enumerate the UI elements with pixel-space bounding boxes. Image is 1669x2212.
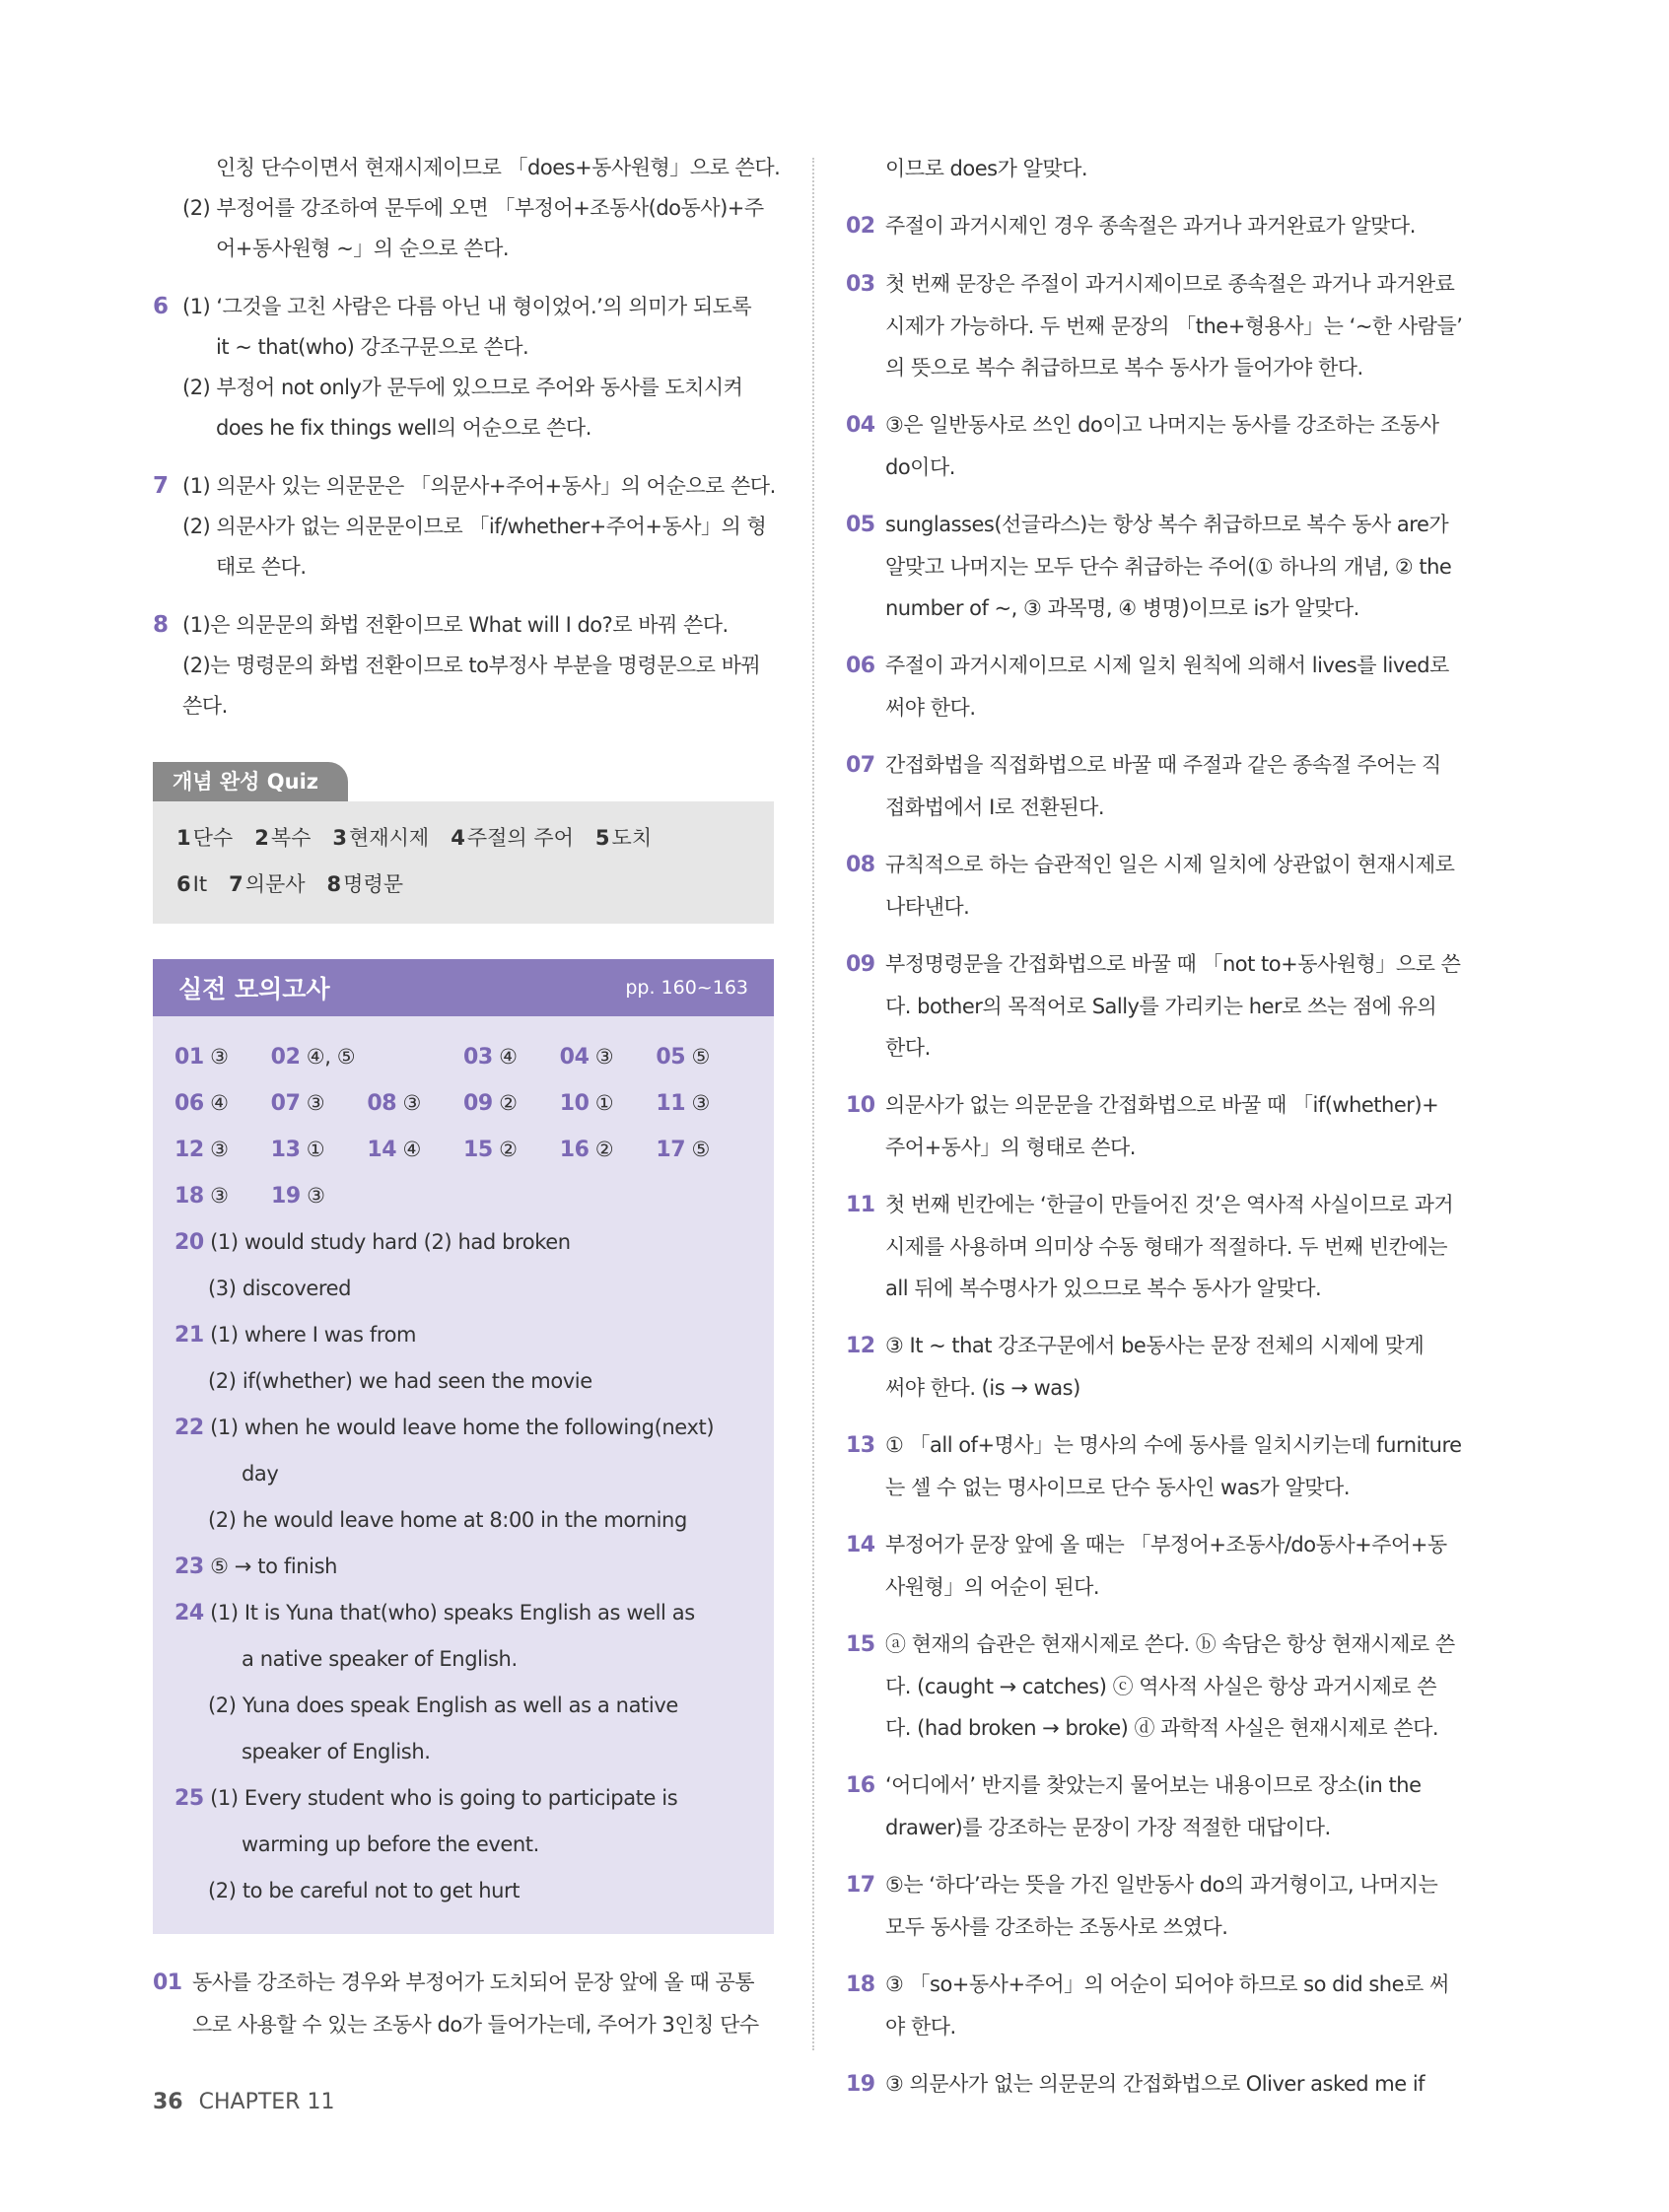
answer-number: 18 — [174, 1184, 204, 1209]
page-number: 36 — [153, 2090, 183, 2114]
explanation-line: 이므로 does가 알맞다. — [885, 157, 1088, 180]
explanation-number: 08 — [846, 853, 875, 877]
answer-cell — [560, 1127, 657, 1173]
explanation-block — [846, 404, 1477, 488]
quiz-row — [176, 815, 750, 862]
answer-choice: ③ — [306, 1091, 325, 1115]
explanation-text: 의문사가 없는 의문문을 간접화법으로 바꿀 때 「if(whether)+ — [885, 1093, 1439, 1117]
answer-cell — [271, 1034, 463, 1080]
quiz-box — [153, 801, 774, 924]
explanation-block — [846, 844, 1477, 928]
answer-cell — [463, 1127, 560, 1173]
explanation-01 — [153, 1962, 774, 2045]
answer-row — [174, 1173, 752, 1219]
explanation-line: 시제를 사용하며 의미상 수동 형태가 적절하다. 두 번째 빈칸에는 — [885, 1235, 1448, 1259]
explanation-block — [846, 1964, 1477, 2047]
explanation-text: (1) ‘그것을 고친 사람은 다름 아닌 내 형이었어.’의 의미가 되도록 — [182, 295, 752, 318]
explanation-text: ③ 「so+동사+주어」의 어순이 되어야 하므로 so did she로 써 — [885, 1972, 1449, 1996]
quiz-item-text: 명령문 — [343, 872, 404, 896]
explanation-block — [846, 1424, 1477, 1508]
explanation-line — [846, 504, 1477, 546]
explanation-text: 동사를 강조하는 경우와 부정어가 도치되어 문장 앞에 올 때 공통 — [192, 1970, 755, 1994]
answer-cell — [656, 1127, 752, 1173]
explanation-block — [846, 744, 1477, 828]
answer-choice: ② — [594, 1138, 614, 1161]
mock-exam-title: 실전 모의고사 — [178, 975, 330, 1003]
quiz-item — [595, 826, 652, 850]
quiz-item — [229, 872, 305, 896]
explanation-block — [846, 1524, 1477, 1608]
explanation-line: 사원형」의 어순이 된다. — [885, 1575, 1100, 1599]
explanation-line: all 뒤에 복수명사가 있으므로 복수 동사가 알맞다. — [885, 1277, 1322, 1300]
answer-row — [174, 1080, 752, 1127]
answer-number: 19 — [271, 1184, 301, 1209]
quiz-item-text: 복수 — [270, 826, 312, 850]
answer-cell — [271, 1127, 368, 1173]
explanation-line — [846, 404, 1477, 447]
short-answer-line — [174, 1544, 752, 1590]
short-answer-line: (2) if(whether) we had seen the movie — [208, 1369, 592, 1393]
explanation-text: 주절이 과거시제인 경우 종속절은 과거나 과거완료가 알맞다. — [885, 214, 1416, 238]
explanation-line: 다. bother의 목적어로 Sally를 가리키는 her로 쓰는 점에 유의 — [885, 995, 1437, 1018]
short-answer-line: a native speaker of English. — [242, 1647, 518, 1671]
explanation-line — [153, 605, 774, 646]
explanation-text: ⓐ 현재의 습관은 현재시제로 쓴다. ⓑ 속담은 항상 현재시제로 쓴 — [885, 1632, 1455, 1656]
explanation-line — [846, 1184, 1477, 1226]
column-divider — [812, 158, 814, 2050]
answer-cell — [367, 1080, 463, 1127]
answer-text: (1) It is Yuna that(who) speaks English as well as — [210, 1601, 695, 1624]
answer-number: 14 — [367, 1138, 397, 1162]
mock-exam-body — [153, 1016, 774, 1934]
explanation-line: drawer)를 강조하는 문장이 가장 적절한 대답이다. — [885, 1816, 1331, 1839]
explanation-text: sunglasses(선글라스)는 항상 복수 취급하므로 복수 동사 are가 — [885, 513, 1449, 536]
answer-text: (1) where I was from — [210, 1323, 417, 1347]
explanation-line: 한다. — [885, 1036, 931, 1060]
explanation-block — [846, 205, 1477, 247]
explanation-line: 알맞고 나머지는 모두 단수 취급하는 주어(① 하나의 개념, ② the — [885, 555, 1452, 579]
explanation-text: ③은 일반동사로 쓰인 do이고 나머지는 동사를 강조하는 조동사 — [885, 413, 1439, 437]
explanation-line — [153, 466, 774, 507]
explanation-line — [846, 943, 1477, 986]
explanation-block — [846, 1184, 1477, 1309]
explanation-line: (2) 부정어 not only가 문두에 있으므로 주어와 동사를 도치시켜 — [182, 376, 743, 399]
answer-choice: ② — [499, 1091, 518, 1115]
quiz-row — [176, 862, 750, 908]
explanation-text: ‘어디에서’ 반지를 찾았는지 물어보는 내용이므로 장소(in the — [885, 1773, 1422, 1797]
explanation-text: 규칙적으로 하는 습관적인 일은 시제 일치에 상관없이 현재시제로 — [885, 853, 1455, 876]
explanation-number: 18 — [846, 1972, 875, 1997]
answer-cell — [560, 1034, 657, 1080]
explanation-line: 인칭 단수이면서 현재시제이므로 「does+동사원형」으로 쓴다. — [216, 156, 781, 179]
short-answer-line: (3) discovered — [208, 1277, 352, 1300]
explanation-text: 첫 번째 빈칸에는 ‘한글이 만들어진 것’은 역사적 사실이므로 과거 — [885, 1193, 1454, 1216]
explanation-line — [846, 1624, 1477, 1666]
answer-row — [174, 1034, 752, 1080]
explanation-line — [846, 205, 1477, 247]
explanation-number: 12 — [846, 1334, 875, 1358]
answer-cell — [463, 1080, 560, 1127]
answer-choice: ② — [499, 1138, 518, 1161]
quiz-item-text: 단수 — [192, 826, 234, 850]
explanation-block — [153, 605, 774, 726]
explanation-line: 야 한다. — [885, 2015, 956, 2039]
explanation-number: 17 — [846, 1873, 875, 1898]
explanation-block — [153, 148, 781, 269]
explanation-line: it ~ that(who) 강조구문으로 쓴다. — [216, 335, 529, 359]
quiz-item-text: 주절의 주어 — [466, 826, 574, 850]
explanation-number: 07 — [846, 753, 875, 778]
answer-number: 22 — [174, 1416, 204, 1440]
answer-choice: ⑤ — [691, 1045, 710, 1069]
explanation-block — [846, 2063, 1477, 2106]
answer-choice: ④, ⑤ — [306, 1045, 356, 1069]
answer-number: 08 — [367, 1091, 397, 1116]
explanation-line — [846, 1524, 1477, 1566]
short-answer-line — [174, 1590, 752, 1636]
explanation-number: 19 — [846, 2072, 875, 2097]
short-answer-line: (2) Yuna does speak English as well as a native — [208, 1694, 678, 1717]
explanation-line: (2)는 명령문의 화법 전환이므로 to부정사 부분을 명령문으로 바꿔 — [182, 654, 761, 677]
explanation-line: 는 셀 수 없는 명사이므로 단수 동사인 was가 알맞다. — [885, 1476, 1350, 1499]
explanation-number: 02 — [846, 214, 875, 239]
explanation-number: 8 — [153, 612, 169, 638]
explanation-line: 태로 쓴다. — [216, 555, 307, 579]
explanation-number: 05 — [846, 513, 875, 537]
explanation-line — [846, 1764, 1477, 1807]
right-column — [846, 148, 1477, 2121]
explanation-line: (2) 의문사가 없는 의문문이므로 「if/whether+주어+동사」의 형 — [182, 515, 767, 538]
answer-number: 10 — [559, 1091, 590, 1116]
short-answer-line — [174, 1775, 752, 1822]
explanation-text: ③ 의문사가 없는 의문문의 간접화법으로 Oliver asked me if — [885, 2072, 1426, 2096]
explanation-text: (1) 의문사 있는 의문문은 「의문사+주어+동사」의 어순으로 쓴다. — [182, 474, 776, 498]
explanation-block — [846, 148, 1477, 189]
answer-number: 06 — [174, 1091, 204, 1116]
short-answer-line: (2) he would leave home at 8:00 in the morning — [208, 1508, 687, 1532]
answer-choice: ① — [594, 1091, 614, 1115]
answer-cell — [656, 1034, 752, 1080]
explanation-block — [846, 263, 1477, 388]
answer-choice: ⑤ — [691, 1138, 710, 1161]
explanation-number: 01 — [153, 1970, 182, 1995]
answer-choice: ③ — [594, 1045, 614, 1069]
quiz-item-number: 6 — [176, 872, 191, 896]
explanation-line: 주어+동사」의 형태로 쓴다. — [885, 1136, 1136, 1159]
explanation-line: 접화법에서 I로 전환된다. — [885, 795, 1105, 819]
answer-choice: ③ — [210, 1045, 229, 1069]
quiz-item — [254, 826, 311, 850]
explanation-block — [846, 1764, 1477, 1848]
answer-number: 07 — [270, 1091, 301, 1116]
explanation-text: 주절이 과거시제이므로 시제 일치 원칙에 의해서 lives를 lived로 — [885, 654, 1449, 677]
quiz-item-number: 2 — [254, 826, 269, 850]
quiz-item-text: 의문사 — [244, 872, 306, 896]
answer-number: 02 — [270, 1045, 301, 1070]
explanation-number: 7 — [153, 473, 169, 499]
quiz-item-text: 현재시제 — [349, 826, 430, 850]
answer-cell — [656, 1080, 752, 1127]
explanation-block — [846, 1084, 1477, 1168]
explanation-line: 다. (had broken → broke) ⓓ 과학적 사실은 현재시제로 쓴다. — [885, 1716, 1439, 1740]
explanation-line: do이다. — [885, 455, 955, 479]
short-answer-line: warming up before the event. — [242, 1832, 539, 1856]
explanation-number: 04 — [846, 413, 875, 438]
explanation-number: 11 — [846, 1193, 875, 1217]
explanation-line: does he fix things well의 어순으로 쓴다. — [216, 416, 591, 440]
answer-cell — [271, 1173, 368, 1219]
answer-cell — [174, 1127, 271, 1173]
explanation-text: 부정명령문을 간접화법으로 바꿀 때 「not to+동사원형」으로 쓴 — [885, 952, 1461, 976]
answer-number: 25 — [174, 1786, 204, 1811]
quiz-item — [451, 826, 574, 850]
explanation-text: 간접화법을 직접화법으로 바꿀 때 주절과 같은 종속절 주어는 직 — [885, 753, 1441, 777]
explanation-block — [846, 943, 1477, 1069]
answer-cell — [174, 1034, 271, 1080]
quiz-tab: 개념 완성 Quiz — [153, 762, 348, 801]
answer-number: 17 — [656, 1138, 686, 1162]
quiz-item-number: 8 — [326, 872, 342, 896]
explanation-text: 부정어가 문장 앞에 올 때는 「부정어+조동사/do동사+주어+동 — [885, 1533, 1447, 1556]
explanation-block — [846, 504, 1477, 629]
mock-exam-header — [153, 959, 774, 1016]
quiz-item-text: 도치 — [611, 826, 653, 850]
answer-text: (1) Every student who is going to participate is — [210, 1786, 678, 1810]
explanation-line — [846, 645, 1477, 687]
answer-cell — [560, 1080, 657, 1127]
answer-number: 15 — [463, 1138, 493, 1162]
explanation-block — [846, 645, 1477, 728]
answer-cell — [463, 1034, 560, 1080]
quiz-item-number: 4 — [451, 826, 465, 850]
explanation-line: 쓴다. — [182, 694, 228, 718]
explanation-line: 다. (caught → catches) ⓒ 역사적 사실은 항상 과거시제로 쓴 — [885, 1675, 1436, 1698]
answer-choice: ① — [306, 1138, 325, 1161]
answer-text: (1) would study hard (2) had broken — [210, 1230, 571, 1254]
explanation-line: 모두 동사를 강조하는 조동사로 쓰였다. — [885, 1915, 1228, 1939]
answer-number: 09 — [463, 1091, 493, 1116]
explanation-text: (1)은 의문문의 화법 전환이므로 What will I do?로 바꿔 쓴다. — [182, 613, 729, 637]
answer-number: 20 — [174, 1230, 204, 1255]
mock-exam-box — [153, 959, 774, 1934]
answer-number: 16 — [559, 1138, 590, 1162]
answer-number: 24 — [174, 1601, 204, 1625]
explanation-line: 나타낸다. — [885, 895, 970, 919]
short-answer-line: day — [242, 1462, 279, 1486]
quiz-item — [176, 826, 233, 850]
answer-choice: ③ — [402, 1091, 421, 1115]
answer-number: 04 — [559, 1045, 590, 1070]
explanation-block — [153, 287, 774, 449]
answer-grid — [174, 1034, 752, 1219]
short-answer-line: speaker of English. — [242, 1740, 431, 1763]
answer-choice: ③ — [210, 1184, 229, 1208]
explanation-block — [846, 1864, 1477, 1948]
quiz-item-number: 3 — [332, 826, 348, 850]
explanation-line — [846, 1964, 1477, 2006]
explanation-text: 첫 번째 문장은 주절이 과거시제이므로 종속절은 과거나 과거완료 — [885, 272, 1455, 296]
short-answer-line: (2) to be careful not to get hurt — [208, 1879, 521, 1902]
explanation-line: 어+동사원형 ~」의 순으로 쓴다. — [216, 237, 510, 260]
explanation-line: 써야 한다. (is → was) — [885, 1376, 1080, 1400]
answer-choice: ④ — [402, 1138, 421, 1161]
answer-text: ⑤ → to finish — [210, 1555, 338, 1578]
quiz-item-number: 1 — [176, 826, 191, 850]
answer-cell — [174, 1080, 271, 1127]
answer-choice: ④ — [499, 1045, 518, 1069]
explanation-number: 09 — [846, 952, 875, 977]
quiz-item-number: 5 — [594, 826, 610, 850]
left-column — [153, 148, 781, 2061]
short-answers — [174, 1219, 752, 1914]
explanation-text: ① 「all of+명사」는 명사의 수에 동사를 일치시키는데 furniture — [885, 1433, 1462, 1457]
explanation-number: 14 — [846, 1533, 875, 1557]
explanation-line: 써야 한다. — [885, 696, 976, 720]
answer-choice: ③ — [691, 1091, 710, 1115]
answer-cell — [367, 1127, 463, 1173]
mock-exam-pages: pp. 160~163 — [625, 977, 748, 999]
explanation-line — [846, 1325, 1477, 1367]
answer-choice: ③ — [307, 1184, 325, 1208]
explanation-line — [846, 844, 1477, 886]
explanation-line — [846, 744, 1477, 787]
explanation-line — [846, 263, 1477, 306]
short-answer-line — [174, 1312, 752, 1358]
answer-number: 13 — [270, 1138, 301, 1162]
explanation-block — [846, 1624, 1477, 1749]
answer-choice: ④ — [210, 1091, 229, 1115]
answer-row — [174, 1127, 752, 1173]
explanation-line — [846, 2063, 1477, 2106]
short-answer-line — [174, 1405, 752, 1451]
explanation-number: 16 — [846, 1773, 875, 1798]
explanation-text: ⑤는 ‘하다’라는 뜻을 가진 일반동사 do의 과거형이고, 나머지는 — [885, 1873, 1438, 1897]
answer-cell — [271, 1080, 368, 1127]
short-answer-line — [174, 1219, 752, 1266]
explanation-number: 06 — [846, 654, 875, 678]
explanation-line: (2) 부정어를 강조하여 문두에 오면 「부정어+조동사(do동사)+주 — [182, 196, 764, 220]
explanation-text: ③ It ~ that 강조구문에서 be동사는 문장 전체의 시제에 맞게 — [885, 1334, 1425, 1357]
answer-number: 23 — [174, 1555, 204, 1579]
answer-number: 11 — [656, 1091, 686, 1116]
answer-text: (1) when he would leave home the following(next) — [210, 1416, 715, 1439]
answer-number: 03 — [463, 1045, 493, 1070]
quiz-item — [332, 826, 429, 850]
explanation-number: 10 — [846, 1093, 875, 1118]
explanation-block — [846, 1325, 1477, 1409]
quiz-item — [176, 872, 207, 896]
quiz-item-number: 7 — [229, 872, 243, 896]
explanation-line: 의 뜻으로 복수 취급하므로 복수 동사가 들어가야 한다. — [885, 356, 1363, 380]
answer-number: 12 — [174, 1138, 204, 1162]
explanation-line — [846, 1084, 1477, 1127]
answer-cell — [174, 1173, 271, 1219]
explanation-block — [153, 466, 774, 588]
explanation-line — [846, 1424, 1477, 1467]
answer-number: 05 — [656, 1045, 686, 1070]
explanation-number: 13 — [846, 1433, 875, 1458]
quiz-item-text: It — [192, 872, 208, 896]
explanation-text: 으로 사용할 수 있는 조동사 do가 들어가는데, 주어가 3인칭 단수 — [192, 2013, 759, 2037]
explanation-number: 03 — [846, 272, 875, 297]
explanation-line: number of ~, ③ 과목명, ④ 병명)이므로 is가 알맞다. — [885, 596, 1359, 620]
quiz-item — [327, 872, 403, 896]
explanation-line: 시제가 가능하다. 두 번째 문장의 「the+형용사」는 ‘~한 사람들’ — [885, 314, 1463, 338]
explanation-line — [153, 287, 774, 327]
answer-choice: ③ — [210, 1138, 229, 1161]
answer-number: 21 — [174, 1323, 204, 1348]
explanation-number: 15 — [846, 1632, 875, 1657]
chapter-label: CHAPTER 11 — [198, 2090, 335, 2114]
explanation-line — [846, 1864, 1477, 1906]
page-footer — [153, 2090, 334, 2114]
left-explanations — [153, 148, 781, 726]
explanation-number: 6 — [153, 294, 169, 319]
answer-number: 01 — [174, 1045, 204, 1070]
